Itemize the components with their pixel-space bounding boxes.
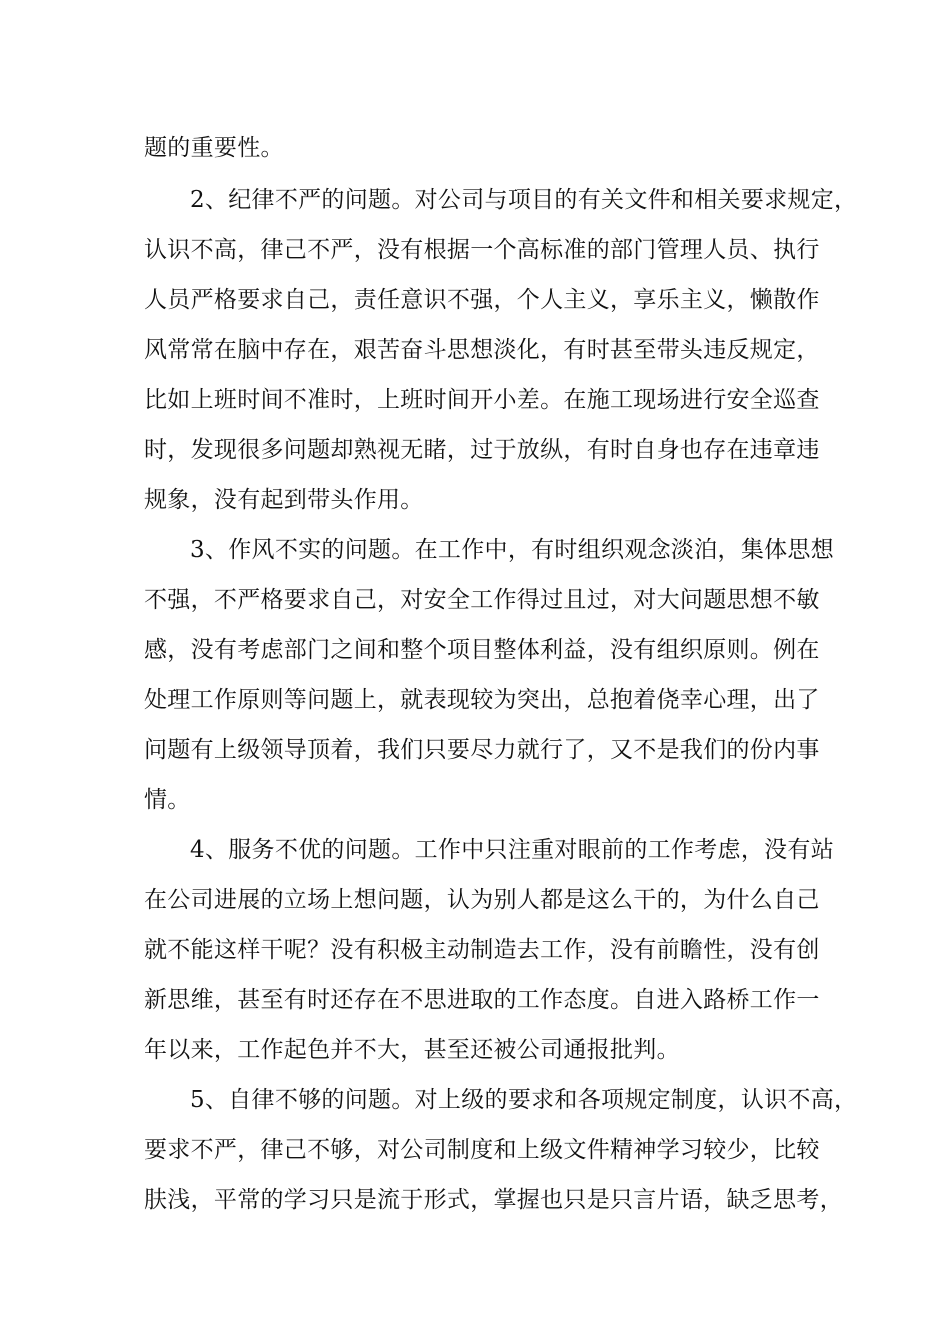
text-line: 要求不严，律己不够，对公司制度和上级文件精神学习较少，比较 (144, 1137, 820, 1163)
text-line: 风常常在脑中存在，艰苦奋斗思想淡化，有时甚至带头违反规定， (144, 337, 820, 363)
text-line: 3、作风不实的问题。在工作中，有时组织观念淡泊，集体思想 (190, 537, 835, 563)
text-line: 年以来，工作起色并不大，甚至还被公司通报批判。 (144, 1037, 680, 1063)
text-line: 处理工作原则等问题上，就表现较为突出，总抱着侥幸心理，出了 (144, 687, 820, 713)
text-line: 题的重要性。 (144, 135, 284, 161)
text-line: 人员严格要求自己，责任意识不强，个人主义，享乐主义，懒散作 (144, 287, 820, 313)
text-line: 情。 (144, 787, 191, 813)
text-line: 问题有上级领导顶着，我们只要尽力就行了，又不是我们的份内事 (144, 737, 820, 763)
text-line: 比如上班时间不准时，上班时间开小差。在施工现场进行安全巡查 (144, 387, 820, 413)
text-line: 感，没有考虑部门之间和整个项目整体利益，没有组织原则。例在 (144, 637, 820, 663)
text-line: 不强，不严格要求自己，对安全工作得过且过，对大问题思想不敏 (144, 587, 820, 613)
text-line: 新思维，甚至有时还存在不思进取的工作态度。自进入路桥工作一 (144, 987, 820, 1013)
text-line: 就不能这样干呢？没有积极主动制造去工作，没有前瞻性，没有创 (144, 937, 820, 963)
text-line: 在公司进展的立场上想问题，认为别人都是这么干的，为什么自己 (144, 887, 820, 913)
text-line: 时，发现很多问题却熟视无睹，过于放纵，有时自身也存在违章违 (144, 437, 820, 463)
text-line: 肤浅，平常的学习只是流于形式，掌握也只是只言片语，缺乏思考， (144, 1187, 843, 1213)
text-line: 4、服务不优的问题。工作中只注重对眼前的工作考虑，没有站 (190, 837, 835, 863)
text-line: 2、纪律不严的问题。对公司与项目的有关文件和相关要求规定， (190, 187, 858, 213)
text-line: 5、自律不够的问题。对上级的要求和各项规定制度，认识不高， (190, 1087, 858, 1113)
text-line: 认识不高，律己不严，没有根据一个高标准的部门管理人员、执行 (144, 237, 820, 263)
text-line: 规象，没有起到带头作用。 (144, 487, 424, 513)
